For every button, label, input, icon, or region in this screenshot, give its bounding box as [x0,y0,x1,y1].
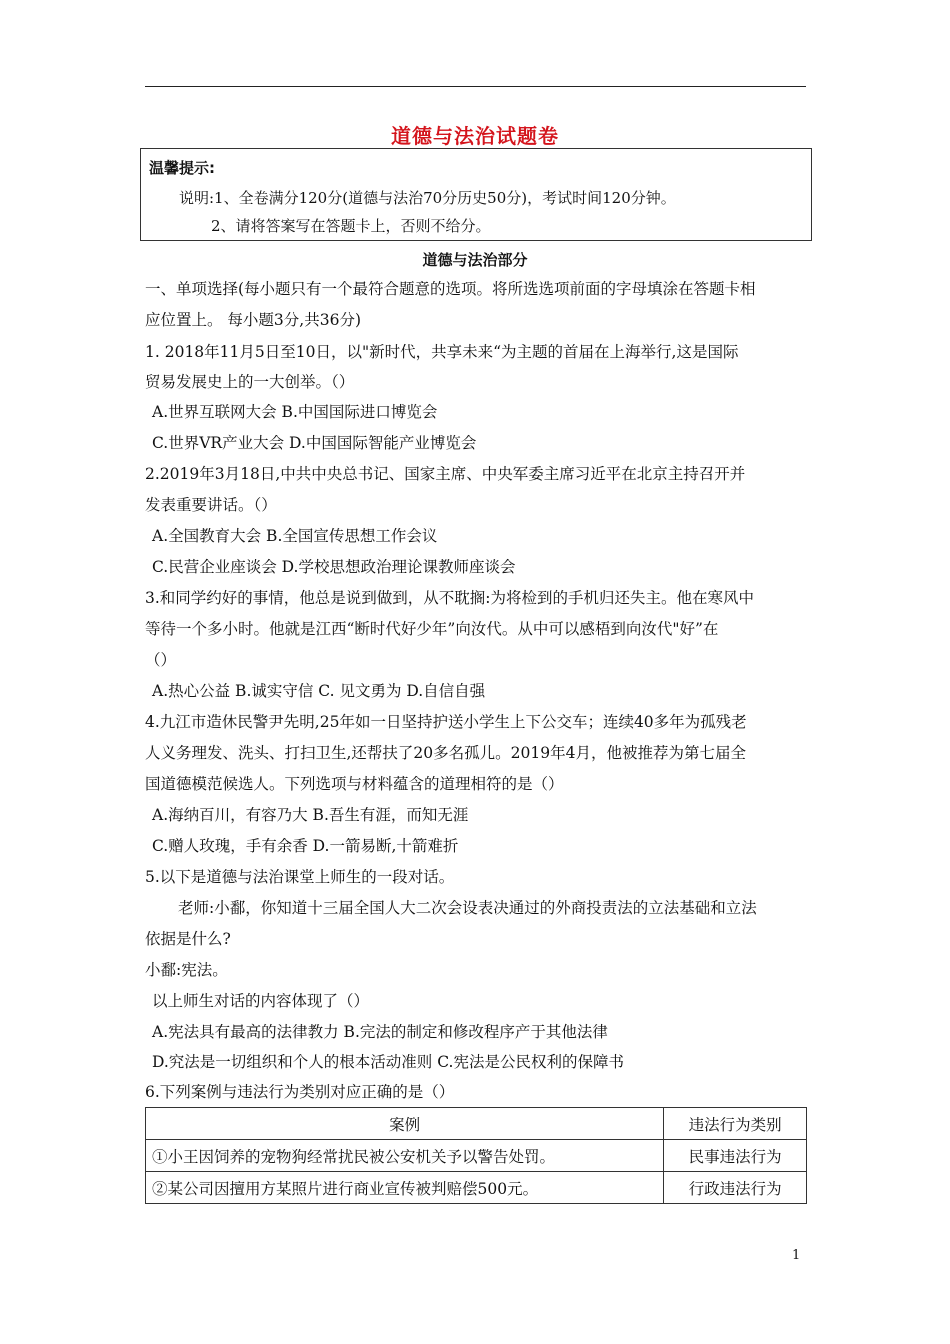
q5-line-1: 5.以下是道德与法治课堂上师生的一段对话。 [145,868,455,886]
q2-options-cd: C.民营企业座谈会 D.学校思想政治理论课教师座谈会 [152,558,516,576]
q5-line-5: 以上师生对话的内容体现了（） [152,992,370,1010]
q2-line-2: 发表重要讲话。（） [145,496,277,514]
q1-line-2: 贸易发展史上的一大创举。（） [145,373,355,391]
part1-instruction-2: 应位置上。 每小题3分,共36分) [145,311,361,329]
q6-case-table [145,1107,807,1204]
table-header-row [146,1108,807,1140]
q5-line-4: 小鄱:宪法。 [145,961,228,979]
q3-line-1: 3.和同学约好的事情，他总是说到做到，从不耽搁:为将检到的手机归还失主。他在寒风中 [145,589,755,607]
q4-options-cd: C.赠人玫瑰，手有余香 D.一箭易断,十箭难折 [152,837,459,855]
q1-options-ab: A.世界互联网大会 B.中国国际进口博览会 [152,403,438,421]
table-header-case: 案例 [146,1108,664,1140]
table-row [146,1140,807,1172]
q3-line-3: （） [145,651,177,669]
page-title: 道德与法治试题卷 [391,124,559,148]
header-rule [145,86,806,87]
table-cell-case: ②某公司因擅用方某照片进行商业宣传被判赔偿500元。 [146,1172,664,1204]
q5-options-dc: D.究法是一切组织和个人的根本活动准则 C.宪法是公民权利的保障书 [152,1053,624,1071]
q2-line-1: 2.2019年3月18日,中共中央总书记、国家主席、中央军委主席习近平在北京主持召开并 [145,465,746,483]
page-number: 1 [792,1248,801,1263]
notice-box [140,148,812,241]
table-header-category: 违法行为类别 [664,1108,807,1140]
table-cell-category: 民事违法行为 [664,1140,807,1172]
q4-options-ab: A.海纳百川，有容乃大 B.吾生有涯，而知无涯 [152,806,469,824]
q1-line-1: 1. 2018年11月5日至10日，以"新时代，共享未来“为主题的首届在上海举行,这是国际 [145,343,739,361]
q5-options-ab: A.宪法具有最高的法律教力 B.完法的制定和修改程序产于其他法律 [152,1023,608,1041]
q4-line-2: 人义务理发、洗头、打扫卫生,还帮扶了20多名孤儿。2019年4月，他被推荐为第七届全 [145,744,746,762]
table-cell-case: ①小王因饲养的宠物狗经常扰民被公安机关予以警告处罚。 [146,1140,664,1172]
q3-options: A.热心公益 B.诚实守信 C. 见文勇为 D.自信自强 [152,682,486,700]
notice-heading: 温馨提示: [149,159,215,177]
notice-line-2: 2、请将答案写在答题卡上，否则不给分。 [211,217,491,235]
q6-line-1: 6.下列案例与违法行为类别对应正确的是（） [145,1083,455,1101]
part1-instruction-1: 一、单项选择(每小题只有一个最符合题意的选项。将所选选项前面的字母填涂在答题卡相 [145,280,756,298]
notice-line-1: 说明:1、全卷满分120分(道德与法治70分历史50分)，考试时间120分钟。 [179,189,676,207]
q4-line-3: 国道德模范候选人。下列选项与材料蕴含的道理相符的是（） [145,775,564,793]
q3-line-2: 等待一个多小时。他就是江西“断时代好少年”向汝代。从中可以感梧到向汝代"好”在 [145,620,719,638]
q5-line-2: 老师:小鄱，你知道十三届全国人大二次会设表决通过的外商投责法的立法基础和立法 [178,899,757,917]
table-cell-category: 行政违法行为 [664,1172,807,1204]
q5-line-3: 依据是什么? [145,930,231,948]
q4-line-1: 4.九江市造休民警尹先明,25年如一日坚持护送小学生上下公交车；连续40多年为孤残老 [145,713,747,731]
section-title: 道德与法治部分 [422,251,528,269]
table-row [146,1172,807,1204]
q1-options-cd: C.世界VR产业大会 D.中国国际智能产业博览会 [152,434,477,452]
q2-options-ab: A.全国教育大会 B.全国宣传思想工作会议 [152,527,438,545]
